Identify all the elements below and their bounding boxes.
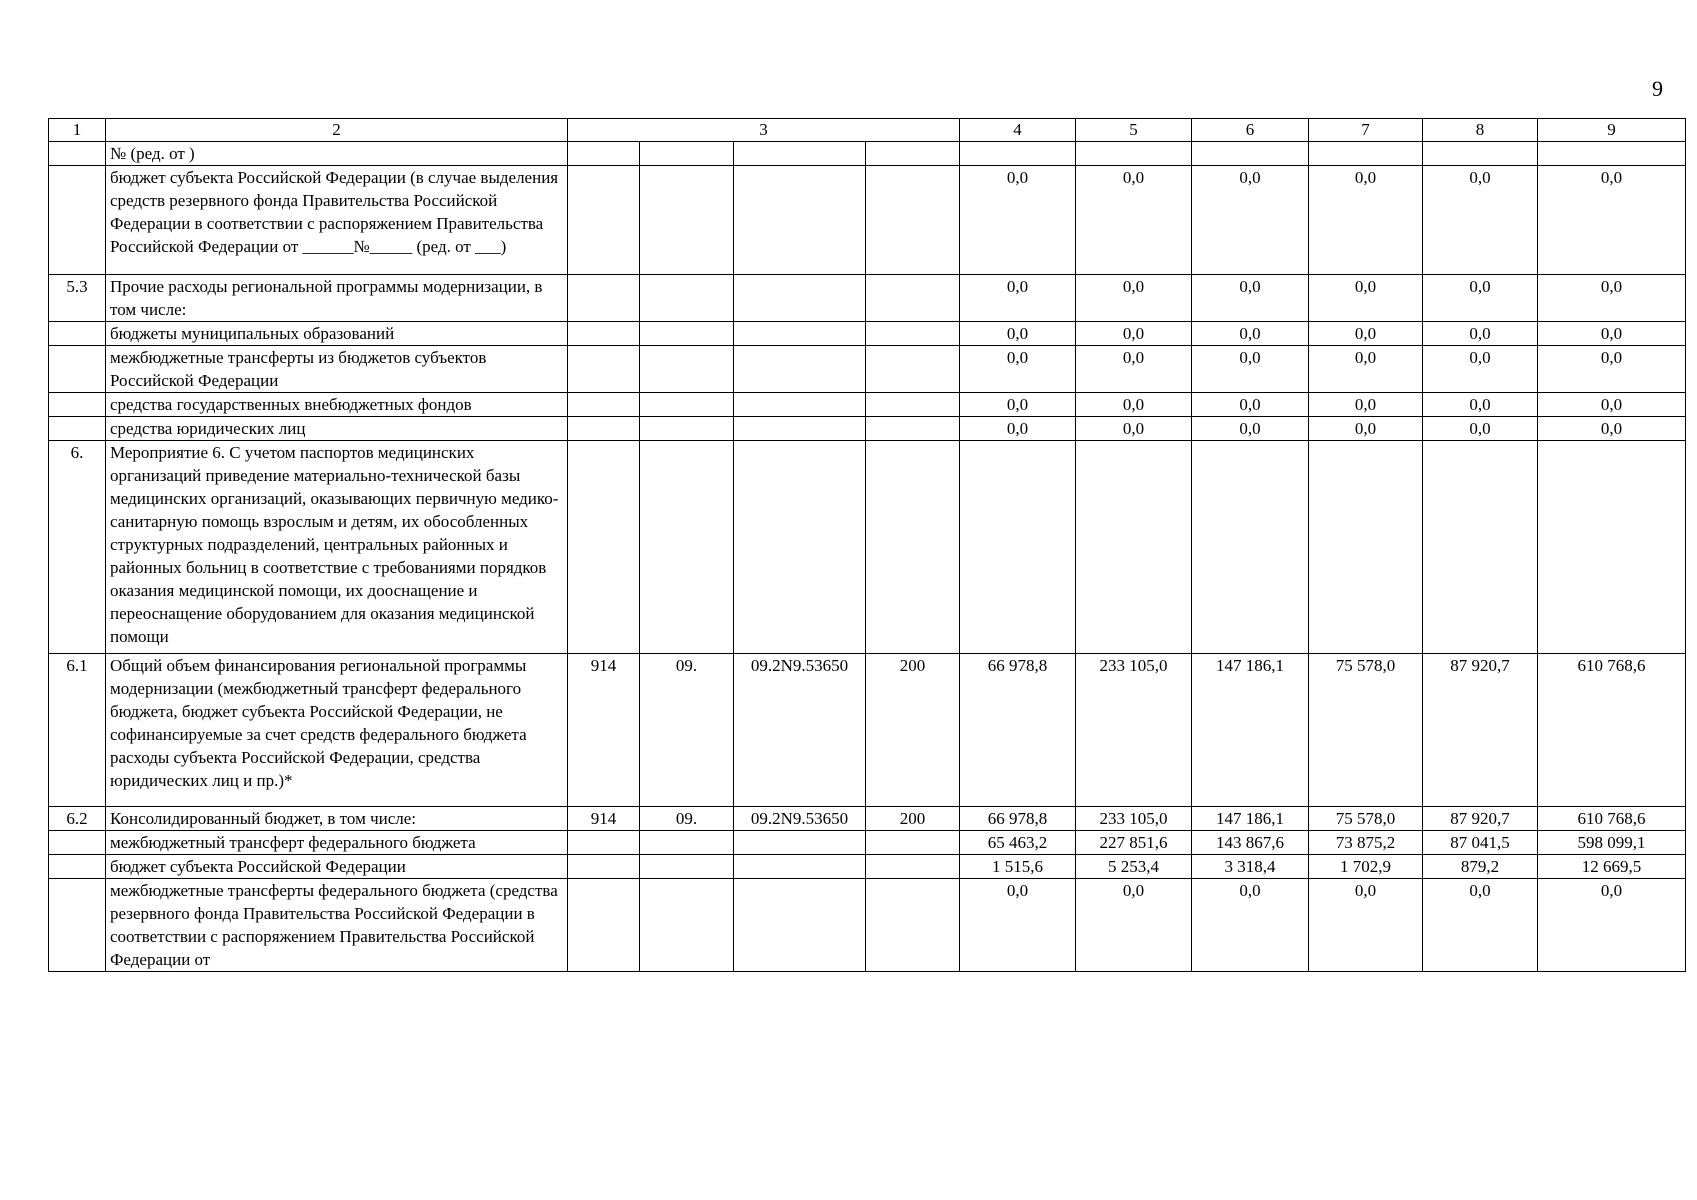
value-cell [1192, 441, 1309, 654]
value-cell: 0,0 [1538, 275, 1686, 322]
value-cell: 227 851,6 [1076, 831, 1192, 855]
table-row [49, 346, 1686, 393]
table-row [49, 275, 1686, 322]
table-row [49, 831, 1686, 855]
code-target-cell [734, 879, 866, 972]
value-cell: 610 768,6 [1538, 807, 1686, 831]
value-cell [960, 441, 1076, 654]
value-cell: 0,0 [1309, 346, 1423, 393]
code-target-cell [734, 831, 866, 855]
value-cell: 1 515,6 [960, 855, 1076, 879]
value-cell: 0,0 [1423, 346, 1538, 393]
value-cell [1076, 142, 1192, 166]
value-cell: 66 978,8 [960, 654, 1076, 807]
code-target-cell [734, 166, 866, 275]
value-cell: 147 186,1 [1192, 807, 1309, 831]
table-row [49, 393, 1686, 417]
value-cell: 73 875,2 [1309, 831, 1423, 855]
value-cell: 65 463,2 [960, 831, 1076, 855]
code-grbs-cell [568, 417, 640, 441]
code-section-cell: 09. [640, 807, 734, 831]
row-description-cell: бюджет субъекта Российской Федерации (в случае выделения средств резервного фонда Правительства Российской Федерации в соответствии с распоряжением Правительства Российской Федерации от ______№_____ (ред. от ___) [106, 166, 568, 275]
row-number-cell: 5.3 [49, 275, 106, 322]
header-cell-2: 2 [106, 119, 568, 142]
value-cell: 0,0 [960, 879, 1076, 972]
code-target-cell [734, 393, 866, 417]
code-section-cell [640, 879, 734, 972]
value-cell: 0,0 [1076, 275, 1192, 322]
row-description-cell: средства государственных внебюджетных фондов [106, 393, 568, 417]
value-cell: 0,0 [1538, 879, 1686, 972]
value-cell: 0,0 [1423, 275, 1538, 322]
code-section-cell [640, 142, 734, 166]
row-description-cell: межбюджетные трансферты из бюджетов субъектов Российской Федерации [106, 346, 568, 393]
code-expense-type-cell [866, 275, 960, 322]
value-cell: 0,0 [1076, 346, 1192, 393]
row-number-cell [49, 322, 106, 346]
value-cell: 0,0 [1423, 393, 1538, 417]
header-cell-7: 7 [1309, 119, 1423, 142]
value-cell: 0,0 [1309, 322, 1423, 346]
code-expense-type-cell [866, 393, 960, 417]
code-grbs-cell: 914 [568, 654, 640, 807]
value-cell: 0,0 [1076, 393, 1192, 417]
row-number-cell [49, 855, 106, 879]
code-target-cell [734, 142, 866, 166]
code-section-cell [640, 855, 734, 879]
header-cell-5: 5 [1076, 119, 1192, 142]
code-target-cell [734, 441, 866, 654]
code-grbs-cell [568, 879, 640, 972]
row-description-cell: № (ред. от ) [106, 142, 568, 166]
value-cell: 233 105,0 [1076, 654, 1192, 807]
table-row [49, 322, 1686, 346]
row-number-cell [49, 831, 106, 855]
value-cell: 12 669,5 [1538, 855, 1686, 879]
header-cell-6: 6 [1192, 119, 1309, 142]
value-cell: 0,0 [1076, 322, 1192, 346]
table-row [49, 654, 1686, 807]
row-description-cell: бюджеты муниципальных образований [106, 322, 568, 346]
value-cell: 143 867,6 [1192, 831, 1309, 855]
code-grbs-cell [568, 166, 640, 275]
row-number-cell [49, 393, 106, 417]
code-grbs-cell [568, 275, 640, 322]
code-grbs-cell [568, 142, 640, 166]
row-description-cell: бюджет субъекта Российской Федерации [106, 855, 568, 879]
value-cell [1538, 441, 1686, 654]
row-number-cell [49, 166, 106, 275]
value-cell: 0,0 [1538, 346, 1686, 393]
value-cell: 0,0 [1309, 393, 1423, 417]
value-cell: 0,0 [960, 166, 1076, 275]
value-cell: 0,0 [1076, 417, 1192, 441]
row-description-cell: Мероприятие 6. С учетом паспортов медицинских организаций приведение материально-технической базы медицинских организаций, оказывающих первичную медико-санитарную помощь взрослым и детям, их обособленных структурных подразделений, центральных районных и районных больниц в соответствие с требованиями порядков оказания медицинской помощи, их дооснащение и переоснащение оборудованием для оказания медицинской помощи [106, 441, 568, 654]
code-expense-type-cell [866, 855, 960, 879]
value-cell: 0,0 [1538, 417, 1686, 441]
value-cell [960, 142, 1076, 166]
value-cell [1076, 441, 1192, 654]
row-number-cell [49, 417, 106, 441]
code-expense-type-cell [866, 417, 960, 441]
table-row [49, 441, 1686, 654]
header-row [49, 119, 1686, 142]
value-cell: 75 578,0 [1309, 654, 1423, 807]
table-row [49, 807, 1686, 831]
value-cell: 0,0 [1076, 166, 1192, 275]
code-section-cell [640, 393, 734, 417]
code-target-cell [734, 346, 866, 393]
value-cell [1423, 142, 1538, 166]
value-cell: 1 702,9 [1309, 855, 1423, 879]
row-description-cell: межбюджетные трансферты федерального бюджета (средства резервного фонда Правительства Российской Федерации в соответствии с распоряжением Правительства Российской Федерации от [106, 879, 568, 972]
value-cell [1423, 441, 1538, 654]
value-cell: 0,0 [1192, 322, 1309, 346]
value-cell: 0,0 [1309, 417, 1423, 441]
header-cell-8: 8 [1423, 119, 1538, 142]
code-section-cell [640, 831, 734, 855]
value-cell: 0,0 [960, 346, 1076, 393]
header-cell-3: 3 [568, 119, 960, 142]
code-grbs-cell [568, 441, 640, 654]
code-grbs-cell [568, 346, 640, 393]
value-cell: 0,0 [960, 322, 1076, 346]
row-description-cell: Общий объем финансирования региональной программы модернизации (межбюджетный трансферт федерального бюджета, бюджет субъекта Российской Федерации, не софинансируемые за счет средств федерального бюджета расходы субъекта Российской Федерации, средства юридических лиц и пр.)* [106, 654, 568, 807]
row-description-cell: межбюджетный трансферт федерального бюджета [106, 831, 568, 855]
code-expense-type-cell [866, 441, 960, 654]
code-section-cell [640, 417, 734, 441]
row-number-cell: 6.2 [49, 807, 106, 831]
value-cell: 87 920,7 [1423, 807, 1538, 831]
value-cell [1538, 142, 1686, 166]
code-grbs-cell [568, 831, 640, 855]
row-number-cell: 6. [49, 441, 106, 654]
value-cell: 0,0 [1192, 417, 1309, 441]
code-expense-type-cell: 200 [866, 654, 960, 807]
value-cell: 879,2 [1423, 855, 1538, 879]
value-cell: 87 041,5 [1423, 831, 1538, 855]
code-expense-type-cell [866, 142, 960, 166]
value-cell: 0,0 [1192, 346, 1309, 393]
row-description-cell: Прочие расходы региональной программы модернизации, в том числе: [106, 275, 568, 322]
code-target-cell [734, 855, 866, 879]
code-grbs-cell [568, 322, 640, 346]
value-cell: 0,0 [1538, 166, 1686, 275]
value-cell: 0,0 [1309, 275, 1423, 322]
value-cell: 0,0 [1538, 393, 1686, 417]
value-cell: 3 318,4 [1192, 855, 1309, 879]
code-section-cell [640, 166, 734, 275]
value-cell [1309, 142, 1423, 166]
code-target-cell [734, 417, 866, 441]
code-target-cell: 09.2N9.53650 [734, 654, 866, 807]
value-cell: 0,0 [960, 417, 1076, 441]
table-row [49, 417, 1686, 441]
header-cell-4: 4 [960, 119, 1076, 142]
code-expense-type-cell [866, 346, 960, 393]
value-cell: 5 253,4 [1076, 855, 1192, 879]
code-target-cell [734, 275, 866, 322]
code-expense-type-cell [866, 322, 960, 346]
value-cell: 66 978,8 [960, 807, 1076, 831]
value-cell: 0,0 [1192, 879, 1309, 972]
code-grbs-cell: 914 [568, 807, 640, 831]
row-number-cell [49, 142, 106, 166]
value-cell: 0,0 [1192, 393, 1309, 417]
value-cell: 0,0 [1192, 275, 1309, 322]
header-cell-9: 9 [1538, 119, 1686, 142]
code-expense-type-cell: 200 [866, 807, 960, 831]
value-cell: 233 105,0 [1076, 807, 1192, 831]
code-section-cell [640, 441, 734, 654]
code-section-cell [640, 275, 734, 322]
value-cell: 0,0 [1423, 322, 1538, 346]
code-expense-type-cell [866, 831, 960, 855]
value-cell: 0,0 [1309, 166, 1423, 275]
table-row [49, 142, 1686, 166]
value-cell: 0,0 [1423, 417, 1538, 441]
value-cell: 75 578,0 [1309, 807, 1423, 831]
code-expense-type-cell [866, 879, 960, 972]
code-target-cell [734, 322, 866, 346]
code-grbs-cell [568, 855, 640, 879]
table-row [49, 855, 1686, 879]
code-section-cell: 09. [640, 654, 734, 807]
row-number-cell [49, 346, 106, 393]
code-grbs-cell [568, 393, 640, 417]
header-cell-1: 1 [49, 119, 106, 142]
value-cell: 147 186,1 [1192, 654, 1309, 807]
value-cell: 610 768,6 [1538, 654, 1686, 807]
code-target-cell: 09.2N9.53650 [734, 807, 866, 831]
value-cell: 0,0 [1192, 166, 1309, 275]
code-section-cell [640, 346, 734, 393]
row-description-cell: Консолидированный бюджет, в том числе: [106, 807, 568, 831]
value-cell: 598 099,1 [1538, 831, 1686, 855]
value-cell: 0,0 [1538, 322, 1686, 346]
value-cell [1309, 441, 1423, 654]
value-cell: 0,0 [960, 393, 1076, 417]
page-number: 9 [1652, 76, 1663, 101]
budget-table [48, 118, 1686, 972]
table-row [49, 879, 1686, 972]
value-cell: 0,0 [960, 275, 1076, 322]
row-number-cell [49, 879, 106, 972]
row-number-cell: 6.1 [49, 654, 106, 807]
value-cell: 0,0 [1423, 879, 1538, 972]
value-cell: 0,0 [1076, 879, 1192, 972]
table-row [49, 166, 1686, 275]
code-section-cell [640, 322, 734, 346]
value-cell [1192, 142, 1309, 166]
value-cell: 0,0 [1309, 879, 1423, 972]
row-description-cell: средства юридических лиц [106, 417, 568, 441]
value-cell: 0,0 [1423, 166, 1538, 275]
code-expense-type-cell [866, 166, 960, 275]
value-cell: 87 920,7 [1423, 654, 1538, 807]
